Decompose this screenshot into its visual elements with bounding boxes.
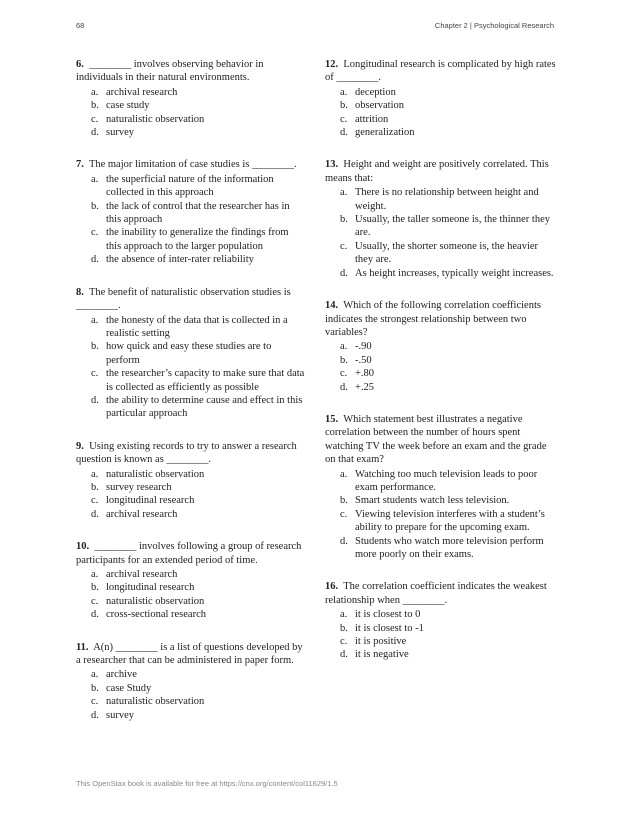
option-text: Watching too much television leads to poor exam performance. <box>355 468 538 493</box>
option-text: it is negative <box>355 649 409 661</box>
answer-option <box>325 608 557 621</box>
answer-option <box>325 535 557 562</box>
question-number: 15. <box>325 413 339 425</box>
answer-options <box>325 86 557 140</box>
option-letter: c. <box>91 113 99 125</box>
question-text: Which of the following correlation coefficients indicates the strongest relationship between two variables? <box>325 300 541 338</box>
answer-options <box>325 340 557 394</box>
option-letter: b. <box>91 682 99 694</box>
option-text: survey research <box>106 481 172 493</box>
option-letter: b. <box>91 582 99 594</box>
option-letter: c. <box>91 368 99 380</box>
question-12 <box>325 58 557 139</box>
question-number: 8. <box>76 286 84 298</box>
option-letter: d. <box>91 609 99 621</box>
option-text: the superficial nature of the information collected in this approach <box>106 173 274 199</box>
question-15 <box>325 413 557 561</box>
option-letter: d. <box>340 535 348 547</box>
question-number: 13. <box>325 159 339 171</box>
option-text: naturalistic observation <box>106 696 205 708</box>
answer-option <box>76 508 306 521</box>
question-text: Height and weight are positively correlated. This means that: <box>325 159 549 184</box>
question-number: 14. <box>325 300 339 312</box>
answer-option <box>325 340 557 353</box>
question-stem <box>325 58 557 85</box>
option-letter: a. <box>91 86 99 98</box>
answer-options <box>76 568 306 622</box>
option-text: archival research <box>106 86 178 98</box>
option-letter: b. <box>91 481 99 493</box>
option-letter: c. <box>340 240 348 252</box>
option-text: generalization <box>355 127 415 139</box>
left-column <box>76 58 306 741</box>
option-letter: c. <box>91 696 99 708</box>
option-letter: a. <box>340 86 348 98</box>
answer-option <box>325 508 557 535</box>
option-letter: d. <box>91 709 99 721</box>
right-column <box>325 58 557 681</box>
option-letter: d. <box>91 508 99 520</box>
option-text: naturalistic observation <box>106 595 205 607</box>
option-text: how quick and easy these studies are to perform <box>106 341 272 366</box>
option-letter: a. <box>340 468 348 480</box>
option-text: archive <box>106 669 137 681</box>
answer-option <box>76 668 306 681</box>
option-text: longitudinal research <box>106 582 195 594</box>
option-text: survey <box>106 709 134 721</box>
option-text: attrition <box>355 113 389 125</box>
answer-option <box>76 608 306 621</box>
option-letter: c. <box>340 113 348 125</box>
chapter-title: Chapter 2 | Psychological Research <box>434 21 554 30</box>
answer-option <box>76 173 306 200</box>
question-11 <box>76 641 306 722</box>
answer-option <box>76 99 306 112</box>
question-8 <box>76 286 306 421</box>
answer-option <box>76 340 306 367</box>
answer-option <box>76 695 306 708</box>
question-number: 6. <box>76 59 84 70</box>
option-letter: a. <box>91 314 99 326</box>
option-text: deception <box>355 86 396 98</box>
option-text: +.25 <box>355 381 375 393</box>
option-text: +.80 <box>355 368 375 380</box>
question-10 <box>76 540 306 621</box>
question-text: The correlation coefficient indicates the weakest relationship when ________. <box>325 581 547 606</box>
page-header <box>76 21 554 30</box>
question-7 <box>76 158 306 266</box>
question-stem <box>76 58 306 85</box>
answer-options <box>325 608 557 662</box>
question-14 <box>325 299 557 394</box>
page-footer: This OpenStax book is available for free at https://cnx.org/content/col11629/1.5 <box>76 779 338 788</box>
answer-option <box>76 581 306 594</box>
option-text: the researcher’s capacity to make sure that data is collected as efficiently as possible <box>106 368 305 393</box>
option-letter: d. <box>91 394 99 406</box>
option-text: the lack of control that the researcher has in this approach <box>106 200 290 226</box>
option-text: the inability to generalize the findings from this approach to the larger population <box>106 227 289 252</box>
option-text: cross-sectional research <box>106 609 206 621</box>
question-text: The major limitation of case studies is ________. <box>88 159 297 171</box>
option-text: There is no relationship between height and weight. <box>355 187 539 212</box>
answer-option <box>76 253 306 266</box>
option-letter: a. <box>91 468 99 480</box>
answer-option <box>325 354 557 367</box>
option-text: the absence of inter-rater reliability <box>106 254 254 266</box>
question-number: 12. <box>325 59 339 70</box>
question-text: Using existing records to try to answer a research question is known as ________. <box>76 440 297 466</box>
question-number: 16. <box>325 581 339 593</box>
question-text: ________ involves following a group of research participants for an extended period of time. <box>76 541 302 566</box>
option-letter: b. <box>91 341 99 353</box>
answer-options <box>76 173 306 267</box>
option-text: longitudinal research <box>106 495 195 507</box>
option-text: case study <box>106 100 150 112</box>
option-letter: b. <box>91 200 99 212</box>
question-text: Longitudinal research is complicated by high rates of ________. <box>325 59 556 84</box>
answer-options <box>76 86 306 140</box>
question-stem <box>76 641 306 668</box>
option-letter: b. <box>340 622 348 634</box>
answer-option <box>76 126 306 139</box>
question-stem <box>76 286 306 313</box>
option-letter: a. <box>91 569 99 580</box>
question-stem <box>76 158 306 171</box>
option-letter: b. <box>91 100 99 112</box>
answer-option <box>76 394 306 421</box>
option-letter: a. <box>91 173 99 185</box>
question-number: 9. <box>76 440 84 452</box>
option-letter: b. <box>340 495 348 507</box>
option-text: Usually, the shorter someone is, the heavier they are. <box>355 240 539 266</box>
option-letter: c. <box>340 508 348 520</box>
question-6 <box>76 58 306 139</box>
answer-option <box>325 367 557 380</box>
option-letter: d. <box>340 267 348 279</box>
option-text: Usually, the taller someone is, the thinner they are. <box>355 214 550 239</box>
option-text: survey <box>106 127 134 139</box>
answer-option <box>325 126 557 139</box>
option-text: naturalistic observation <box>106 468 205 480</box>
option-text: observation <box>355 100 404 112</box>
question-number: 7. <box>76 159 84 171</box>
option-letter: b. <box>340 354 348 366</box>
question-stem <box>325 158 557 185</box>
option-letter: d. <box>91 254 99 266</box>
answer-option <box>76 200 306 227</box>
answer-option <box>76 226 306 253</box>
question-number: 10. <box>76 541 90 553</box>
answer-option <box>76 595 306 608</box>
option-text: the honesty of the data that is collected in a realistic setting <box>106 314 288 339</box>
option-letter: c. <box>340 368 348 380</box>
answer-option <box>76 568 306 581</box>
question-text: Which statement best illustrates a negative correlation between the number of hours spent watching TV the week before an exam and the grade on that exam? <box>325 413 547 466</box>
answer-option <box>325 99 557 112</box>
option-letter: d. <box>340 649 348 661</box>
option-text: it is closest to -1 <box>355 622 424 634</box>
answer-option <box>325 648 557 661</box>
question-13 <box>325 158 557 280</box>
question-text: The benefit of naturalistic observation studies is ________. <box>76 286 291 312</box>
option-letter: a. <box>340 187 348 199</box>
option-letter: d. <box>340 381 348 393</box>
option-letter: d. <box>340 127 348 139</box>
question-text: ________ involves observing behavior in individuals in their natural environments. <box>76 59 264 84</box>
option-text: archival research <box>106 508 178 520</box>
answer-option <box>76 709 306 722</box>
option-letter: a. <box>340 341 348 353</box>
option-letter: c. <box>91 227 99 239</box>
answer-options <box>76 668 306 722</box>
page-number: 68 <box>76 21 85 30</box>
question-stem <box>325 580 557 607</box>
question-9 <box>76 440 306 521</box>
answer-option <box>325 240 557 267</box>
answer-option <box>325 113 557 126</box>
answer-option <box>325 86 557 99</box>
answer-option <box>76 468 306 481</box>
option-text: it is closest to 0 <box>355 609 421 621</box>
option-text: Viewing television interferes with a student’s ability to prepare for the upcoming exam. <box>355 508 545 534</box>
answer-option <box>325 213 557 240</box>
answer-option <box>76 314 306 341</box>
question-stem <box>325 299 557 339</box>
option-letter: b. <box>340 100 348 112</box>
answer-option <box>76 494 306 507</box>
option-text: -.90 <box>355 341 372 353</box>
answer-option <box>76 682 306 695</box>
question-text: A(n) ________ is a list of questions developed by a researcher that can be administered in paper form. <box>76 641 303 667</box>
option-text: archival research <box>106 569 178 580</box>
answer-option <box>76 367 306 394</box>
question-stem <box>325 413 557 467</box>
option-letter: a. <box>91 669 99 681</box>
answer-options <box>325 186 557 280</box>
option-text: Smart students watch less television. <box>355 495 510 507</box>
option-text: As height increases, typically weight increases. <box>355 267 554 279</box>
option-letter: c. <box>91 495 99 507</box>
answer-option <box>325 381 557 394</box>
answer-options <box>76 314 306 421</box>
option-text: Students who watch more television perform more poorly on their exams. <box>355 535 544 560</box>
question-16 <box>325 580 557 661</box>
answer-option <box>76 481 306 494</box>
answer-option <box>325 635 557 648</box>
option-text: the ability to determine cause and effect in this particular approach <box>106 394 303 420</box>
answer-option <box>76 86 306 99</box>
question-stem <box>76 440 306 467</box>
option-letter: c. <box>91 595 99 607</box>
option-text: it is positive <box>355 636 407 648</box>
answer-options <box>76 468 306 522</box>
option-letter: c. <box>340 636 348 648</box>
option-letter: d. <box>91 127 99 139</box>
question-number: 11. <box>76 641 89 653</box>
option-letter: a. <box>340 609 348 621</box>
answer-option <box>325 622 557 635</box>
answer-options <box>325 468 557 562</box>
option-text: naturalistic observation <box>106 113 205 125</box>
option-text: case Study <box>106 682 152 694</box>
option-letter: b. <box>340 214 348 226</box>
answer-option <box>76 113 306 126</box>
answer-option <box>325 468 557 495</box>
answer-option <box>325 494 557 507</box>
option-text: -.50 <box>355 354 372 366</box>
answer-option <box>325 186 557 213</box>
answer-option <box>325 267 557 280</box>
question-stem <box>76 540 306 567</box>
